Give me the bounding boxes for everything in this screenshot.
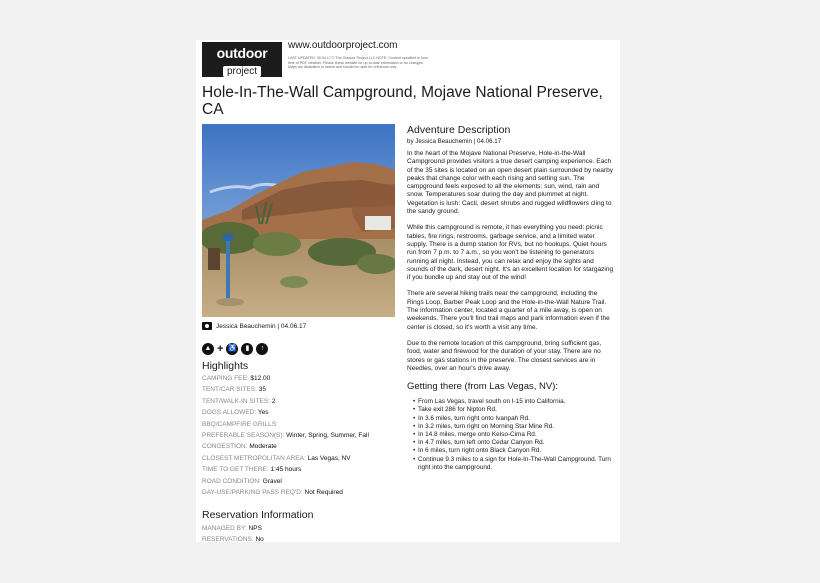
direction-step: • From Las Vegas, travel south on I-15 into California. bbox=[413, 398, 615, 406]
reservation-heading: Reservation Information bbox=[202, 509, 314, 521]
photo-credit: Jessica Beauchemin | 04.06.17 bbox=[216, 322, 307, 330]
highlight-row bbox=[202, 384, 392, 395]
highlight-row bbox=[202, 419, 392, 430]
description-paragraph: In the heart of the Mojave National Preserve, Hole-in-the-Wall Campground provides visitors a true desert camping experience. Each of the 35 sites is located on an open desert plain surrounded by nearby peaks that change color with each rising and setting sun. The campground feels exposed to all the elements: sun, wind, rain and snow. Temperatures soar during the day and plummet at night. Vegetation is lush: Cacti, desert shrubs and rugged wildflowers cling to the sandy ground. bbox=[407, 150, 614, 216]
highlight-row bbox=[202, 396, 392, 407]
highlight-value: Yes bbox=[257, 409, 269, 417]
description-paragraph: Due to the remote location of this campground, bring sufficient gas, food, water and firewood for the duration of your stay. There are no stores or gas stations in the preserve. The closest services are in Needles, over an hour's drive away. bbox=[407, 339, 602, 372]
restroom-icon: ▮ bbox=[241, 343, 253, 355]
direction-step: • In 6 miles, turn right onto Black Canyon Rd. bbox=[413, 447, 615, 455]
reservation-key: RESERVATIONS: bbox=[202, 536, 254, 542]
logo-line1: outdoor bbox=[216, 45, 268, 61]
highlight-value: 1:45 hours bbox=[270, 466, 302, 474]
direction-step: • Take exit 286 for Nipton Rd. bbox=[413, 406, 615, 414]
highlight-value: 35 bbox=[258, 386, 266, 394]
page-title: Hole-In-The-Wall Campground, Mojave National Preserve, CA bbox=[202, 84, 603, 118]
highlight-key: CONGESTION: bbox=[202, 443, 248, 451]
camping-icon: ▲ bbox=[202, 343, 214, 355]
highlight-row bbox=[202, 464, 392, 475]
adventure-byline: by Jessica Beauchemin | 04.06.17 bbox=[407, 138, 502, 145]
water-icon: ↑ bbox=[256, 343, 268, 355]
highlight-key: BBQ/CAMPFIRE GRILLS: bbox=[202, 420, 278, 428]
update-note: LAST UPDATED: 05.04.17 © The Outdoor Project LLC NOTE: Content specified is from time of PDF creation. Please check website for up-to-date information or for changes. Maps are illustrative in nature and should be used for reference only. bbox=[288, 56, 428, 70]
highlight-key: CAMPING FEE: bbox=[202, 375, 249, 382]
description-column bbox=[407, 124, 615, 472]
adventure-heading: Adventure Description bbox=[407, 124, 511, 136]
camera-icon bbox=[202, 322, 212, 330]
reservation-value: No bbox=[255, 536, 264, 542]
highlight-value: Moderate bbox=[249, 443, 277, 451]
highlight-value: Winter, Spring, Summer, Fall bbox=[286, 432, 369, 440]
highlight-value: 2 bbox=[271, 397, 276, 405]
plus-sign: + bbox=[217, 343, 224, 355]
highlight-key: ROAD CONDITION: bbox=[202, 477, 261, 485]
direction-step: • In 3.6 miles, turn right onto Ivanpah Rd. bbox=[413, 415, 615, 423]
photo-caption bbox=[202, 322, 306, 330]
highlight-value: Las Vegas, NV bbox=[307, 454, 351, 462]
amenity-icons bbox=[202, 343, 268, 355]
directions-list bbox=[407, 398, 615, 472]
highlight-row bbox=[202, 407, 392, 418]
highlight-row bbox=[202, 453, 392, 464]
direction-step: • In 4.7 miles, turn left onto Cedar Canyon Rd. bbox=[413, 439, 615, 447]
highlight-value: Gravel bbox=[262, 477, 282, 485]
highlight-key: TIME TO GET THERE: bbox=[202, 466, 269, 474]
outdoor-project-logo[interactable] bbox=[202, 42, 282, 77]
highlight-key: CLOSEST METROPOLITAN AREA: bbox=[202, 454, 306, 462]
highlights-section bbox=[202, 360, 392, 498]
highlight-row bbox=[202, 476, 392, 487]
highlight-row bbox=[202, 373, 392, 384]
direction-step: • In 14.8 miles, merge onto Kelso-Cima Rd. bbox=[413, 431, 615, 439]
reservation-value: NPS bbox=[248, 525, 262, 532]
highlight-key: PREFERABLE SEASON(S): bbox=[202, 432, 285, 440]
logo-line2: project bbox=[223, 66, 261, 77]
directions-heading: Getting there (from Las Vegas, NV): bbox=[407, 381, 559, 393]
accessible-icon: ♿ bbox=[226, 343, 238, 355]
highlight-key: DOGS ALLOWED: bbox=[202, 409, 257, 417]
direction-step: • In 3.2 miles, turn right on Morning Star Mine Rd. bbox=[413, 423, 615, 431]
highlight-row bbox=[202, 487, 392, 498]
highlight-key: TENT/WALK-IN SITES: bbox=[202, 397, 271, 405]
highlights-heading: Highlights bbox=[202, 360, 249, 372]
description-paragraph: While this campground is remote, it has everything you need: picnic tables, fire rings, restrooms, garbage service, and a limited water supply. There is a dump station for RVs, but no hookups. Quiet hours run from 7 p.m. to 7 a.m., so you won't be listening to generators running all night. Instead, you can relax and enjoy the sights and sounds of the dark, desert night. It's an excellent location for stargazing if you bundle up and stay out of the wind! bbox=[407, 224, 614, 282]
highlight-key: DAY-USE/PARKING PASS REQ'D: bbox=[202, 489, 303, 497]
reservation-row bbox=[202, 534, 392, 542]
reservation-row bbox=[202, 523, 392, 534]
direction-step: • Continue 9.3 miles to a sign for Hole-In-The-Wall Campground. Turn right into the campground. bbox=[413, 456, 615, 472]
highlight-value: $12.00 bbox=[250, 375, 271, 382]
highlight-value: Not Required bbox=[304, 489, 343, 497]
description-paragraph: There are several hiking trails near the campground, including the Rings Loop, Barber Peak Loop and the Hole-in-the-Wall Nature Trail. The information center, located a quarter of a mile away, is open on weekends. There you'll find trail maps and park information even if the center is closed, so it's worth a visit any time. bbox=[407, 290, 610, 331]
highlight-row bbox=[202, 430, 392, 441]
highlight-key: TENT/CAR SITES: bbox=[202, 386, 257, 394]
pdf-page bbox=[196, 40, 620, 542]
highlight-row bbox=[202, 441, 392, 452]
site-url-link[interactable]: www.outdoorproject.com bbox=[288, 40, 398, 51]
campground-photo bbox=[202, 124, 395, 317]
reservation-section bbox=[202, 509, 392, 542]
reservation-key: MANAGED BY: bbox=[202, 525, 247, 532]
